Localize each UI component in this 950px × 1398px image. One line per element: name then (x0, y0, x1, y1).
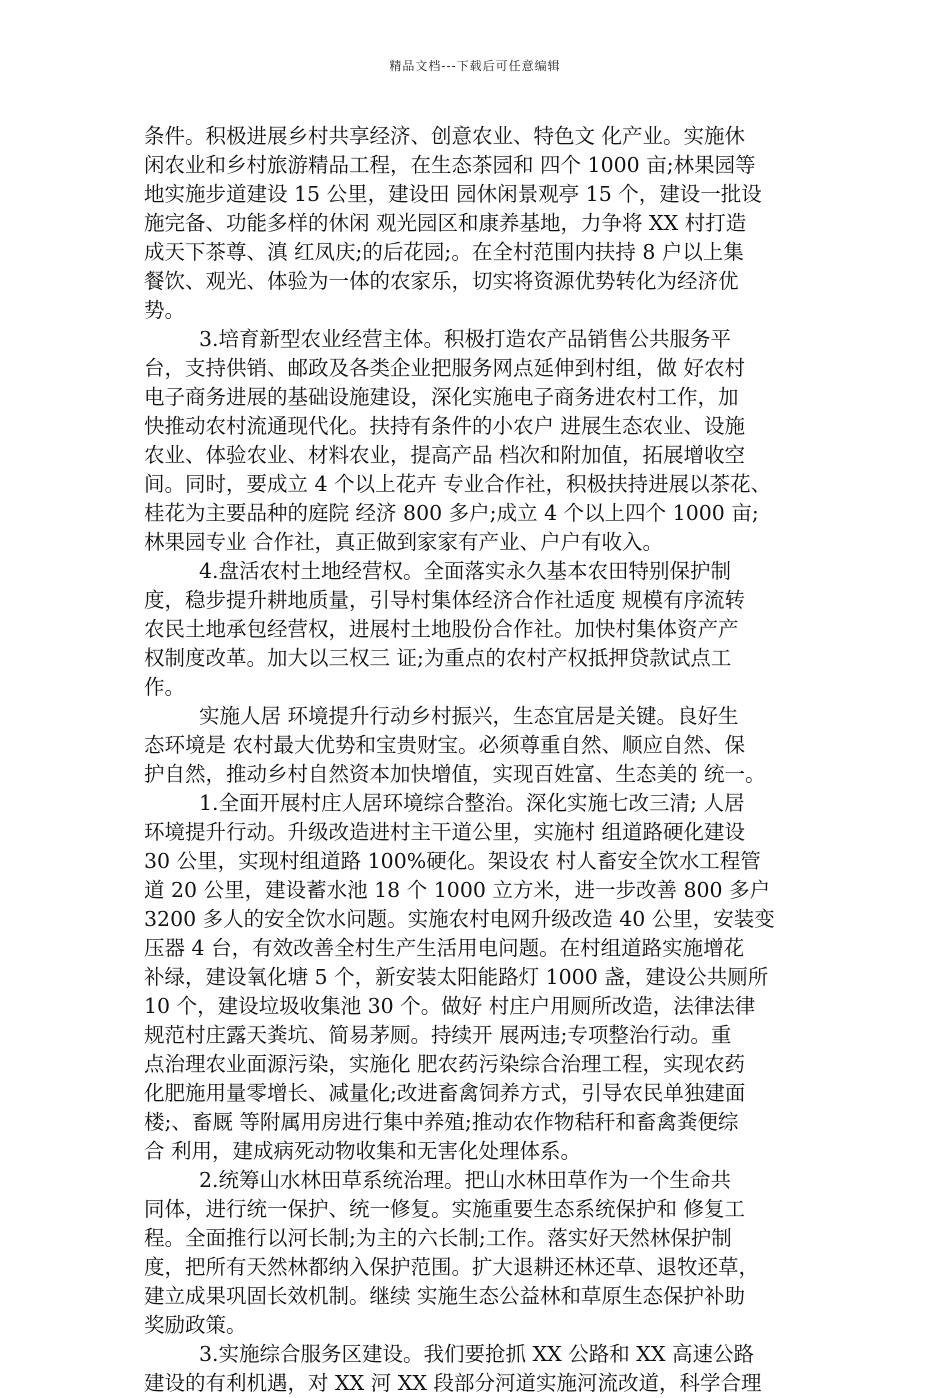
text-line: 势。 (144, 298, 185, 322)
text-line: 建设的有利机遇，对 XX 河 XX 段部分河道实施河流改道，科学合理 (144, 1371, 762, 1395)
text-line: 合 利用，建成病死动物收集和无害化处理体系。 (144, 1139, 582, 1163)
text-line: 10 个，建设垃圾收集池 30 个。做好 村庄户用厕所改造，法律法律 (144, 994, 756, 1018)
text-line: 补绿，建设氧化塘 5 个，新安装太阳能路灯 1000 盏，建设公共厕所 (144, 965, 769, 989)
text-line: 地实施步道建设 15 公里，建设田 园休闲景观亭 15 个，建设一批设 (144, 182, 762, 206)
text-line: 奖励政策。 (144, 1313, 247, 1337)
text-line: 快推动农村流通现代化。扶持有条件的小农户 进展生态农业、设施 (144, 414, 746, 438)
text-line: 30 公里，实现村组道路 100%硬化。架设农 村人畜安全饮水工程管 (144, 849, 761, 873)
text-line: 规范村庄露天粪坑、简易茅厕。持续开 展两违;专项整治行动。重 (144, 1023, 732, 1047)
text-line: 4.盘活农村土地经营权。全面落实永久基本农田特别保护制 (199, 559, 732, 583)
text-line: 农民土地承包经营权，进展村土地股份合作社。加快村集体资产产 (144, 617, 739, 641)
text-line: 成天下茶尊、滇 红凤庆;的后花园;。在全村范围内扶持 8 户以上集 (144, 240, 744, 264)
text-line: 压器 4 台，有效改善全村生产生活用电问题。在村组道路实施增花 (144, 936, 745, 960)
text-line: 化肥施用量零增长、减量化;改进畜禽饲养方式，引导农民单独建面 (144, 1081, 746, 1105)
text-line: 1.全面开展村庄人居环境综合整治。深化实施七改三清; 人居 (199, 791, 745, 815)
text-line: 护自然，推动乡村自然资本加快增值，实现百姓富、生态美的 统一。 (144, 762, 766, 786)
text-line: 点治理农业面源污染，实施化 肥农药污染综合治理工程，实现农药 (144, 1052, 746, 1076)
text-line: 电子商务进展的基础设施建设，深化实施电子商务进农村工作，加 (144, 385, 739, 409)
text-line: 条件。积极进展乡村共享经济、创意农业、特色文 化产业。实施休 (144, 124, 746, 148)
text-line: 度，稳步提升耕地质量，引导村集体经济合作社适度 规模有序流转 (144, 588, 746, 612)
text-line: 桂花为主要品种的庭院 经济 800 多户;成立 4 个以上四个 1000 亩; (144, 501, 759, 525)
text-line: 施完备、功能多样的休闲 观光园区和康养基地，力争将 XX 村打造 (144, 211, 747, 235)
text-line: 闲农业和乡村旅游精品工程，在生态茶园和 四个 1000 亩;林果园等 (144, 153, 756, 177)
text-line: 实施人居 环境提升行动乡村振兴，生态宜居是关键。良好生 (199, 704, 739, 728)
text-line: 农业、体验农业、材料农业，提高产品 档次和附加值，拓展增收空 (144, 443, 746, 467)
text-line: 同体，进行统一保护、统一修复。实施重要生态系统保护和 修复工 (144, 1197, 746, 1221)
text-line: 度，把所有天然林都纳入保护范围。扩大退耕还林还草、退牧还草， (144, 1255, 759, 1279)
text-line: 作。 (144, 675, 185, 699)
text-line: 态环境是 农村最大优势和宝贵财宝。必须尊重自然、顺应自然、保 (144, 733, 746, 757)
text-line: 建立成果巩固长效机制。继续 实施生态公益林和草原生态保护补助 (144, 1284, 746, 1308)
text-line: 权制度改革。加大以三权三 证;为重点的农村产权抵押贷款试点工 (144, 646, 732, 670)
text-line: 楼;、畜厩 等附属用房进行集中养殖;推动农作物秸秆和畜禽粪便综 (144, 1110, 739, 1134)
document-body (144, 122, 822, 1398)
text-line: 3.实施综合服务区建设。我们要抢抓 XX 公路和 XX 高速公路 (199, 1342, 755, 1366)
text-line: 环境提升行动。升级改造进村主干道公里，实施村 组道路硬化建设 (144, 820, 746, 844)
text-line: 台，支持供销、邮政及各类企业把服务网点延伸到村组，做 好农村 (144, 356, 746, 380)
text-line: 林果园专业 合作社，真正做到家家有产业、户户有收入。 (144, 530, 664, 554)
text-line: 道 20 公里，建设蓄水池 18 个 1000 立方米，进一步改善 800 多户 (144, 878, 771, 902)
text-line: 3.培育新型农业经营主体。积极打造农产品销售公共服务平 (199, 327, 732, 351)
page-header: 精品文档---下载后可任意编辑 (389, 59, 561, 73)
text-line: 程。全面推行以河长制;为主的六长制;工作。落实好天然林保护制 (144, 1226, 732, 1250)
text-line: 餐饮、观光、体验为一体的农家乐，切实将资源优势转化为经济优 (144, 269, 739, 293)
text-line: 间。同时，要成立 4 个以上花卉 专业合作社，积极扶持进展以茶花、 (144, 472, 772, 496)
text-line: 3200 多人的安全饮水问题。实施农村电网升级改造 40 公里，安装变 (144, 907, 775, 931)
text-line: 2.统筹山水林田草系统治理。把山水林田草作为一个生命共 (199, 1168, 732, 1192)
